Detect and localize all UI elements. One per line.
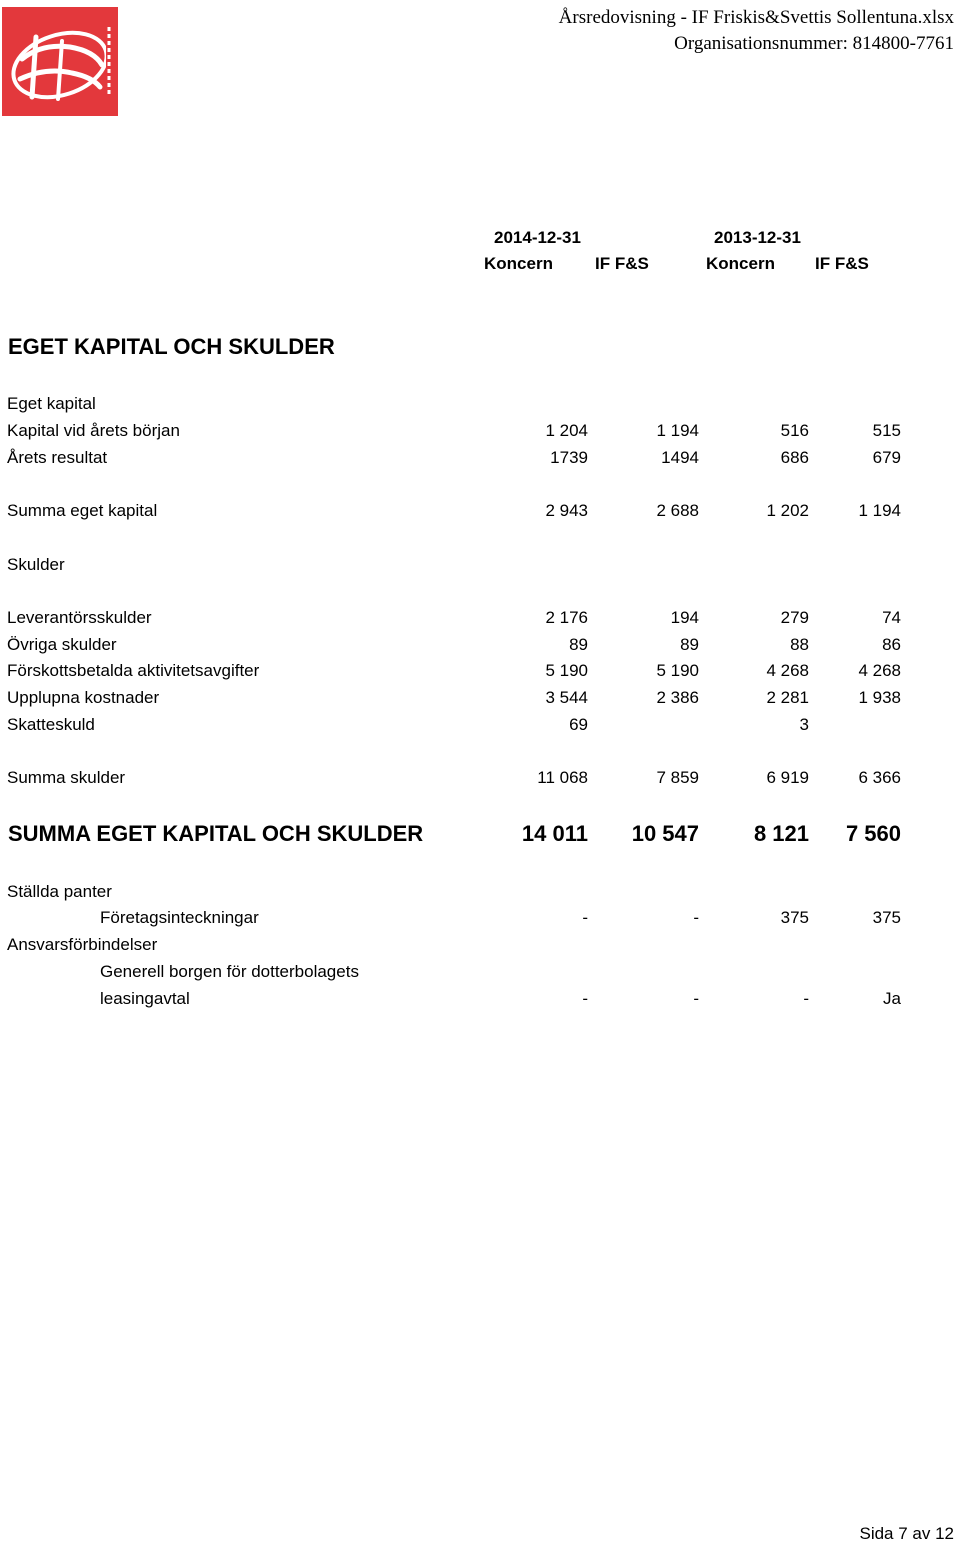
table-row	[0, 989, 960, 1011]
table-row	[0, 688, 960, 710]
table-row	[0, 661, 960, 683]
row-label: Skulder	[7, 555, 65, 574]
cell-iffs-2013: 375	[872, 908, 901, 927]
grand-total-row	[0, 821, 960, 849]
cell-koncern-2014: -	[582, 908, 588, 927]
cell-iffs-2014: -	[693, 989, 699, 1008]
cell-iffs-2013: 6 366	[858, 768, 901, 787]
table-row	[0, 501, 960, 523]
row-label: Upplupna kostnader	[7, 688, 160, 707]
cell-iffs-2014: 1 194	[656, 421, 699, 440]
row-label: Summa eget kapital	[7, 501, 158, 520]
cell-koncern-2014: 14 011	[521, 821, 588, 846]
row-label: Övriga skulder	[7, 635, 117, 654]
row-label: Generell borgen för dotterbolagets	[100, 962, 359, 981]
table-row	[0, 635, 960, 657]
table-row	[0, 962, 960, 984]
cell-koncern-2014: 5 190	[545, 661, 588, 680]
column-koncern-2013: Koncern	[706, 254, 775, 273]
table-row	[0, 421, 960, 443]
cell-koncern-2013: -	[803, 989, 809, 1008]
column-period-2013: 2013-12-31	[714, 228, 801, 247]
section-title: EGET KAPITAL OCH SKULDER	[8, 334, 335, 359]
cell-koncern-2013: 375	[780, 908, 809, 927]
cell-koncern-2013: 516	[780, 421, 809, 440]
cell-iffs-2014: 2 386	[656, 688, 699, 707]
cell-iffs-2013: 1 194	[858, 501, 901, 520]
row-label: Eget kapital	[7, 394, 96, 413]
row-label: Skatteskuld	[7, 715, 95, 734]
cell-iffs-2013: 4 268	[858, 661, 901, 680]
friskis-svettis-logo	[2, 7, 118, 116]
row-label: Företagsinteckningar	[100, 908, 259, 927]
cell-iffs-2014: 1494	[661, 448, 699, 467]
cell-iffs-2014: 89	[680, 635, 699, 654]
table-row	[0, 908, 960, 930]
cell-iffs-2014: 5 190	[656, 661, 699, 680]
cell-koncern-2014: 3 544	[545, 688, 588, 707]
cell-iffs-2013: 515	[872, 421, 901, 440]
cell-koncern-2014: 69	[569, 715, 588, 734]
cell-koncern-2013: 279	[780, 608, 809, 627]
column-koncern-2014: Koncern	[484, 254, 553, 273]
cell-iffs-2014: 194	[670, 608, 699, 627]
cell-koncern-2014: 11 068	[537, 768, 588, 787]
cell-iffs-2013: Ja	[883, 989, 901, 1008]
table-row	[0, 394, 960, 416]
cell-iffs-2013: 7 560	[845, 821, 901, 846]
row-label: leasingavtal	[100, 989, 190, 1008]
cell-koncern-2013: 6 919	[766, 768, 809, 787]
table-row	[0, 935, 960, 957]
cell-koncern-2014: -	[582, 989, 588, 1008]
cell-koncern-2014: 2 943	[545, 501, 588, 520]
cell-koncern-2013: 3	[799, 715, 809, 734]
row-label: Leverantörsskulder	[7, 608, 152, 627]
cell-iffs-2013: 679	[872, 448, 901, 467]
row-label: Förskottsbetalda aktivitetsavgifter	[7, 661, 260, 680]
cell-iffs-2014: 7 859	[656, 768, 699, 787]
table-row	[0, 608, 960, 630]
row-label: SUMMA EGET KAPITAL OCH SKULDER	[8, 821, 424, 846]
cell-koncern-2013: 88	[790, 635, 809, 654]
column-iffs-2013: IF F&S	[815, 254, 869, 273]
cell-iffs-2013: 74	[882, 608, 901, 627]
cell-koncern-2013: 4 268	[766, 661, 809, 680]
table-row	[0, 715, 960, 737]
page-number: Sida 7 av 12	[859, 1524, 954, 1543]
row-label: Summa skulder	[7, 768, 126, 787]
row-label: Ansvarsförbindelser	[7, 935, 158, 954]
column-iffs-2014: IF F&S	[595, 254, 649, 273]
cell-koncern-2014: 89	[569, 635, 588, 654]
row-label: Årets resultat	[7, 448, 108, 467]
organization-number: Organisationsnummer: 814800-7761	[674, 33, 954, 54]
cell-koncern-2013: 8 121	[753, 821, 809, 846]
cell-koncern-2013: 686	[780, 448, 809, 467]
cell-iffs-2014: 10 547	[631, 821, 699, 846]
row-label: Kapital vid årets början	[7, 421, 180, 440]
cell-iffs-2013: 86	[882, 635, 901, 654]
cell-iffs-2013: 1 938	[858, 688, 901, 707]
cell-iffs-2014: 2 688	[656, 501, 699, 520]
table-row	[0, 448, 960, 470]
column-period-2014: 2014-12-31	[494, 228, 581, 247]
cell-koncern-2014: 1739	[550, 448, 588, 467]
table-row	[0, 882, 960, 904]
friskis-svettis-logo-icon	[2, 7, 118, 116]
row-label: Ställda panter	[7, 882, 112, 901]
table-row	[0, 555, 960, 577]
cell-koncern-2013: 2 281	[766, 688, 809, 707]
document-title: Årsredovisning - IF Friskis&Svettis Sollentuna.xlsx	[558, 7, 954, 28]
table-row	[0, 768, 960, 790]
cell-koncern-2014: 2 176	[545, 608, 588, 627]
cell-iffs-2014: -	[693, 908, 699, 927]
cell-koncern-2013: 1 202	[766, 501, 809, 520]
cell-koncern-2014: 1 204	[545, 421, 588, 440]
